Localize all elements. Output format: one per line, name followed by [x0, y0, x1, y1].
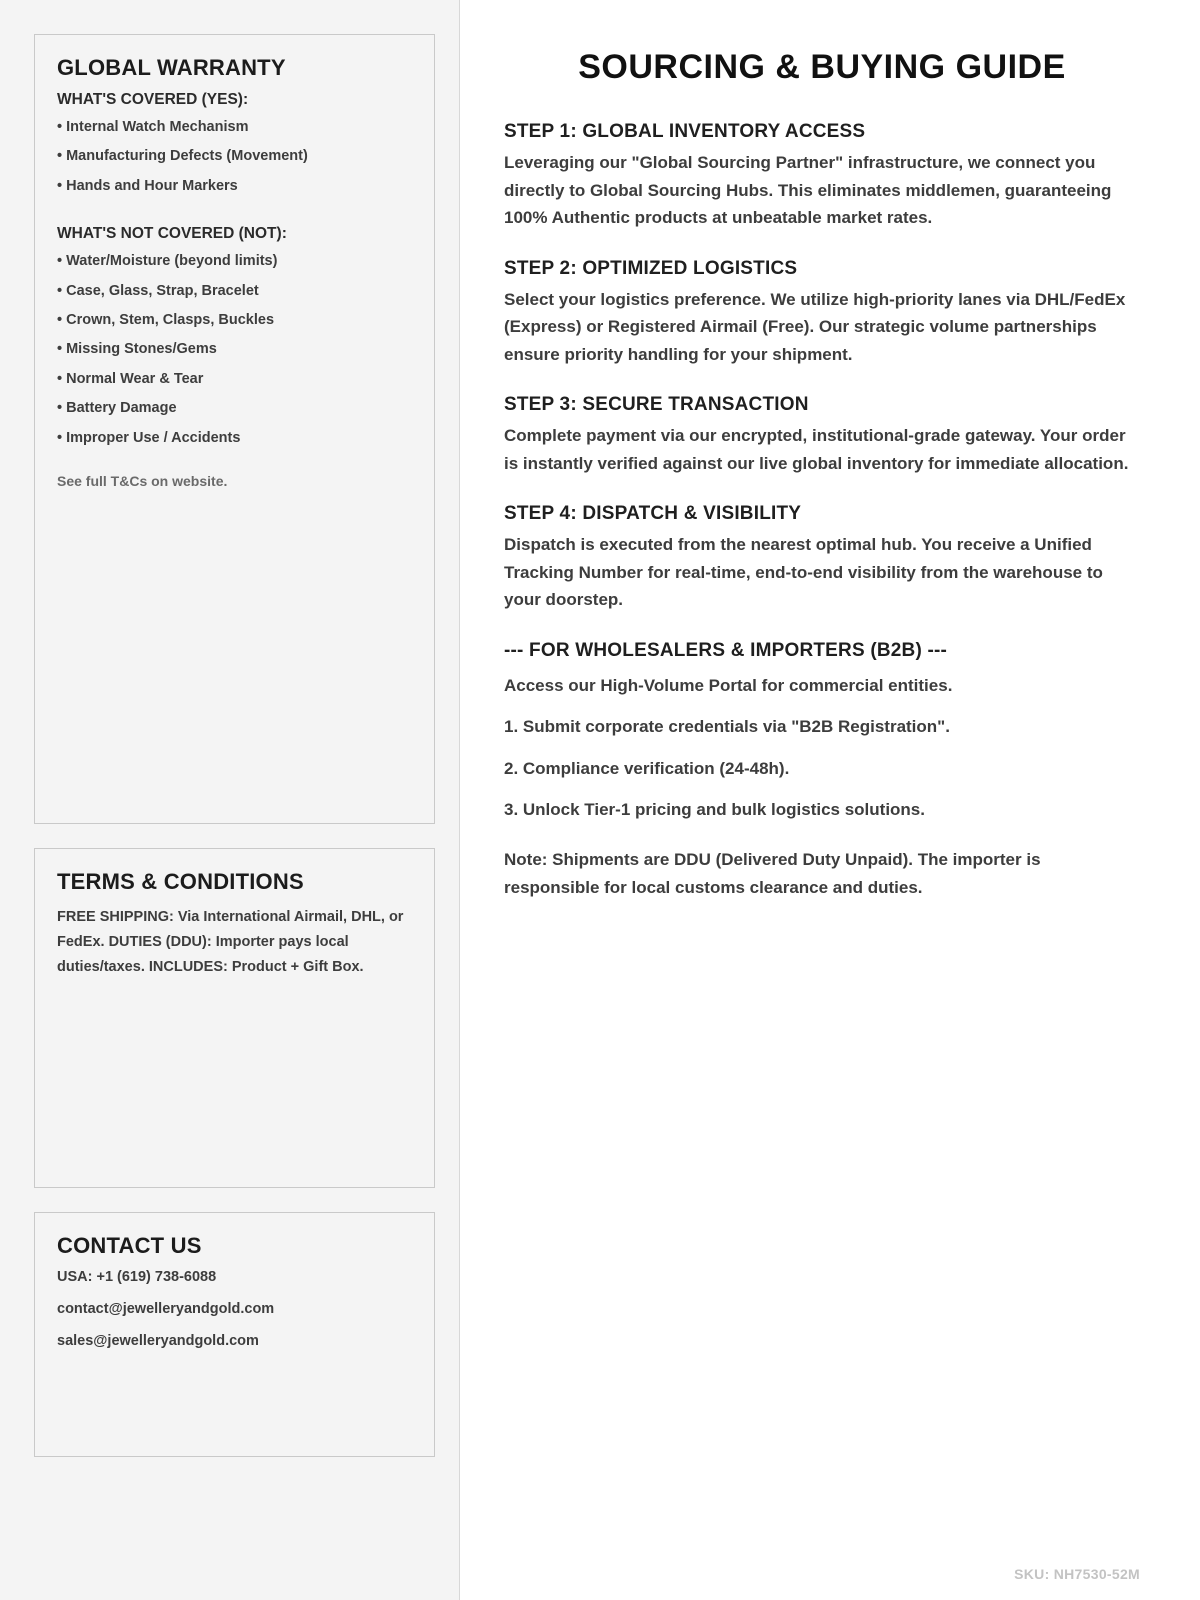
warranty-covered-item: • Internal Watch Mechanism [57, 119, 249, 135]
terms-title: TERMS & CONDITIONS [57, 869, 304, 894]
terms-conditions-panel [34, 848, 435, 1188]
warranty-footnote: See full T&Cs on website. [57, 472, 228, 489]
b2b-item: 2. Compliance verification (24-48h). [504, 758, 790, 778]
b2b-heading: --- FOR WHOLESALERS & IMPORTERS (B2B) --- [504, 639, 948, 661]
warranty-title: GLOBAL WARRANTY [57, 55, 286, 80]
b2b-item: 1. Submit corporate credentials via "B2B Registration". [504, 717, 950, 737]
step-2-body: Select your logistics preference. We utilize high-priority lanes via DHL/FedEx (Express) or Registered Airmail (Free). Our strategic volume partnerships ensure priority handling for your shipment. [504, 289, 1126, 364]
contact-phone[interactable]: USA: +1 (619) 738-6088 [57, 1269, 217, 1285]
step-block [504, 503, 1140, 614]
step-3-body: Complete payment via our encrypted, institutional-grade gateway. Your order is instantly verified against our live global inventory for immediate allocation. [504, 426, 1129, 473]
sku-label: SKU: NH7530-52M [1014, 1566, 1140, 1582]
step-3-heading: STEP 3: SECURE TRANSACTION [504, 394, 809, 416]
step-block [504, 394, 1140, 477]
warranty-not-covered-item: • Crown, Stem, Clasps, Buckles [57, 311, 275, 328]
terms-body: FREE SHIPPING: Via International Airmail, DHL, or FedEx. DUTIES (DDU): Importer pays local duties/taxes. INCLUDES: Product + Gift Box. [57, 909, 404, 976]
b2b-item: 3. Unlock Tier-1 pricing and bulk logistics solutions. [504, 800, 925, 820]
contact-email-secondary[interactable]: sales@jewelleryandgold.com [57, 1333, 259, 1349]
step-block [504, 258, 1140, 369]
contact-panel [34, 1212, 435, 1457]
b2b-block [504, 640, 1140, 901]
step-2-heading: STEP 2: OPTIMIZED LOGISTICS [504, 257, 798, 279]
left-sidebar [0, 0, 460, 1600]
step-4-heading: STEP 4: DISPATCH & VISIBILITY [504, 503, 802, 525]
warranty-not-covered-heading: WHAT'S NOT COVERED (NOT): [57, 225, 287, 243]
warranty-not-covered-item: • Improper Use / Accidents [57, 429, 241, 446]
warranty-not-covered-item: • Normal Wear & Tear [57, 370, 204, 387]
b2b-note: Note: Shipments are DDU (Delivered Duty Unpaid). The importer is responsible for local customs clearance and duties. [504, 849, 1041, 897]
warranty-not-covered-item: • Water/Moisture (beyond limits) [57, 253, 278, 270]
step-1-heading: STEP 1: GLOBAL INVENTORY ACCESS [504, 121, 866, 142]
page-title: SOURCING & BUYING GUIDE [578, 48, 1066, 86]
warranty-covered-heading: WHAT'S COVERED (YES): [57, 91, 249, 108]
global-warranty-panel [34, 34, 435, 824]
contact-title: CONTACT US [57, 1233, 202, 1258]
warranty-not-covered-item: • Missing Stones/Gems [57, 341, 217, 358]
main-content [460, 0, 1200, 1600]
warranty-not-covered-item: • Battery Damage [57, 400, 177, 417]
warranty-covered-item: • Manufacturing Defects (Movement) [57, 148, 308, 165]
step-1-body: Leveraging our "Global Sourcing Partner" infrastructure, we connect you directly to Global Sourcing Hubs. This eliminates middlemen, guaranteeing 100% Authentic products at unbeatable market rates. [504, 153, 1112, 228]
warranty-covered-item: • Hands and Hour Markers [57, 177, 238, 194]
contact-email-primary[interactable]: contact@jewelleryandgold.com [57, 1301, 275, 1317]
b2b-intro: Access our High-Volume Portal for commercial entities. [504, 675, 953, 695]
step-4-body: Dispatch is executed from the nearest optimal hub. You receive a Unified Tracking Number for real-time, end-to-end visibility from the warehouse to your doorstep. [504, 535, 1103, 610]
step-block [504, 121, 1140, 232]
warranty-not-covered-item: • Case, Glass, Strap, Bracelet [57, 282, 259, 299]
